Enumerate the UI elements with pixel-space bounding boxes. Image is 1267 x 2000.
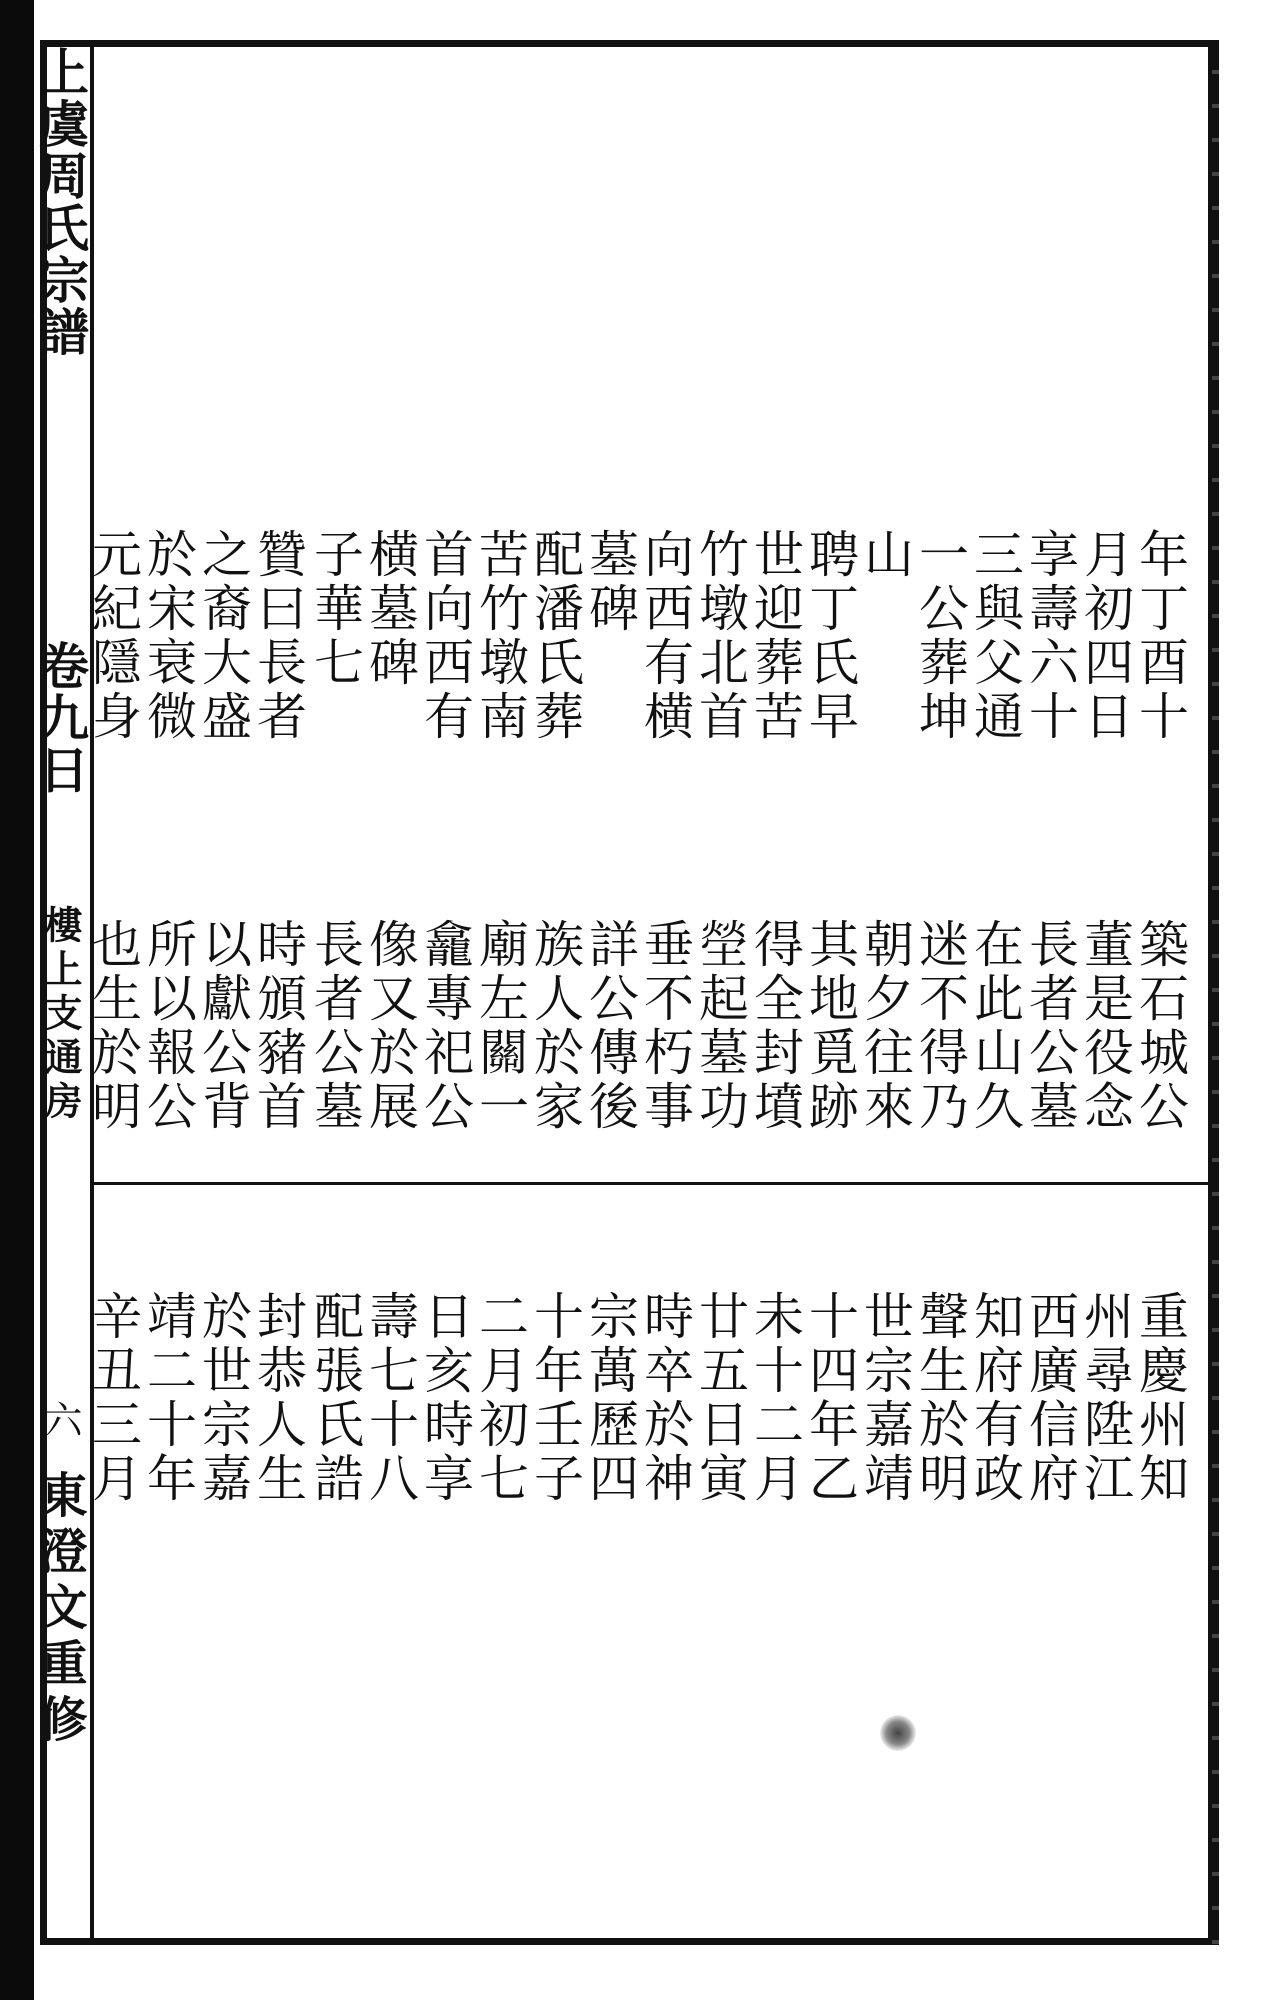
text-column: 時頒豬首 [249,918,307,1134]
text-column: 所以報公 [139,918,197,1134]
text-column: 月初四日 [1076,528,1134,744]
text-column: 墓碑 [581,528,639,636]
text-column: 壽七十八 [361,1290,419,1506]
text-column: 配張氏誥 [306,1290,364,1506]
text-column: 以獻公背 [194,918,252,1134]
text-column: 一公葬坤 [911,528,969,744]
text-column: 未十二月 [746,1290,804,1506]
text-column: 其地覓跡 [801,918,859,1134]
text-column: 子華七 [306,528,364,690]
right-border-rule [1212,40,1219,1945]
text-column: 塋起墓功 [691,918,749,1134]
text-column: 之裔大盛 [194,528,252,744]
text-column: 苦竹墩南 [471,528,529,744]
branch-label: 樓上支通房 [38,905,83,1125]
page-number: 六 [38,1400,82,1440]
text-column: 長者公墓 [306,918,364,1134]
text-column: 廟左關一 [471,918,529,1134]
text-column: 配潘氏葬 [526,528,584,744]
text-column: 聲生於明 [911,1290,969,1506]
text-column: 廿五日寅 [691,1290,749,1506]
text-column: 辛丑三月 [84,1290,142,1506]
register-divider [92,1182,1215,1185]
volume-label: 卷九日 [31,640,90,796]
text-column: 垂不朽事 [636,918,694,1134]
text-column: 時卒於神 [636,1290,694,1506]
text-column: 族人於家 [526,918,584,1134]
text-column: 宗萬歷四 [581,1290,639,1506]
text-column: 長者公墓 [1021,918,1079,1134]
text-column: 迷不得乃 [911,918,969,1134]
text-column: 十四年乙 [801,1290,859,1506]
text-column: 靖二十年 [139,1290,197,1506]
text-column: 朝夕往來 [856,918,914,1134]
text-column: 竹墩北首 [691,528,749,744]
text-column: 龕專祀公 [416,918,474,1134]
text-column: 聘丁氏早 [801,528,859,744]
ink-smudge [880,1715,916,1751]
text-column: 詳公傳後 [581,918,639,1134]
text-column: 西廣信府 [1021,1290,1079,1506]
text-column: 十年壬子 [526,1290,584,1506]
text-column: 日亥時享 [416,1290,474,1506]
text-column: 向西有横 [636,528,694,744]
text-column: 贊曰長者 [249,528,307,744]
text-column: 首向西有 [416,528,474,744]
text-column: 元紀隱身 [84,528,142,744]
text-column: 世宗嘉靖 [856,1290,914,1506]
text-column: 也生於明 [84,918,142,1134]
text-column: 年丁酉十 [1131,528,1189,744]
text-column: 享壽六十 [1021,528,1079,744]
text-column: 封恭人生 [249,1290,307,1506]
text-column: 董是役念 [1076,918,1134,1134]
text-column: 世迎葬苦 [746,528,804,744]
text-column: 山 [856,528,914,582]
text-column: 於宋衰微 [139,528,197,744]
book-title: 上虞周氏宗譜 [31,46,90,358]
edition-label: 東澄文重修 [31,1470,87,1750]
text-column: 築石城公 [1131,918,1189,1134]
text-column: 横墓碑 [361,528,419,690]
text-column: 三與父通 [966,528,1024,744]
text-column: 得全封墳 [746,918,804,1134]
text-column: 知府有政 [966,1290,1024,1506]
text-column: 在此山久 [966,918,1024,1134]
text-column: 重慶州知 [1131,1290,1189,1506]
text-column: 州尋陞江 [1076,1290,1134,1506]
text-column: 於世宗嘉 [194,1290,252,1506]
text-column: 二月初七 [471,1290,529,1506]
text-column: 像又於展 [361,918,419,1134]
